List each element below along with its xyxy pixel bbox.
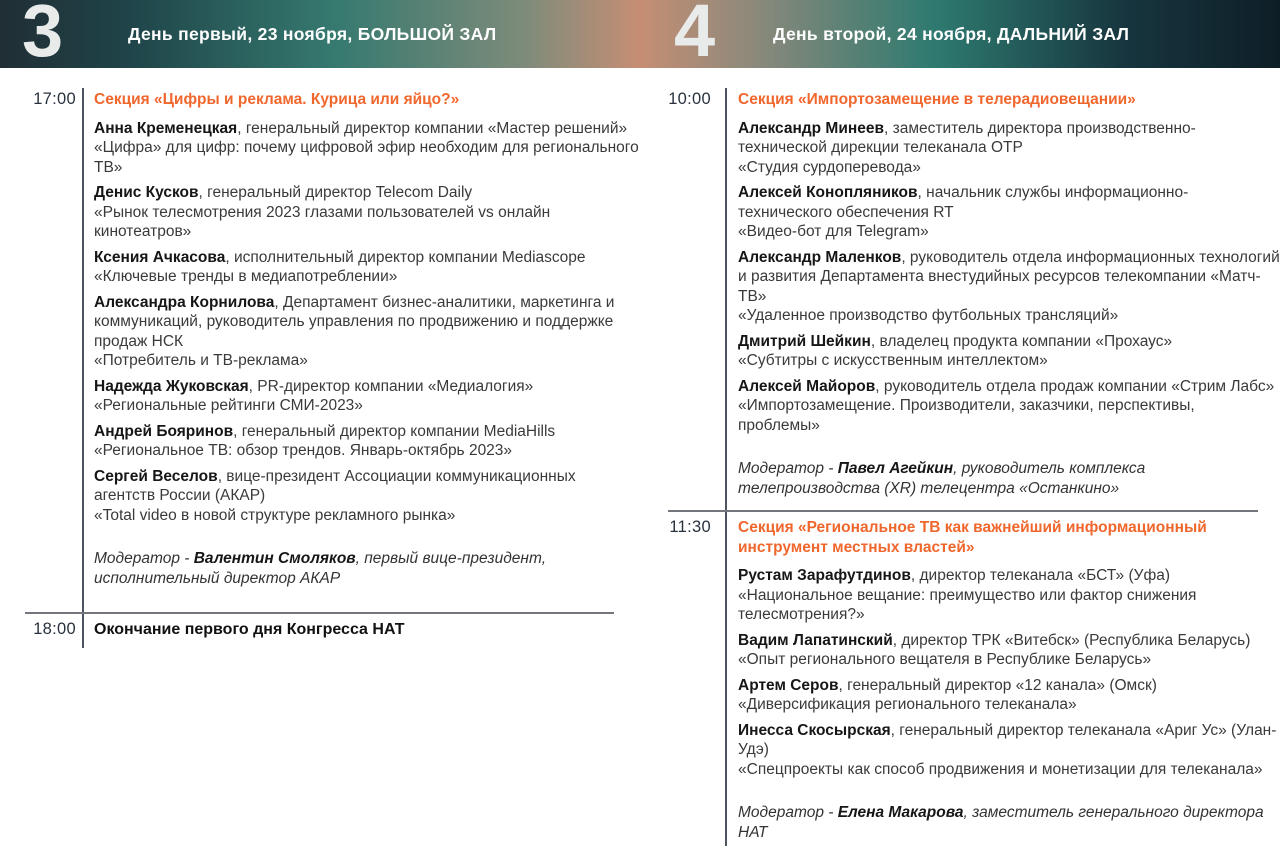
talk-title: «Total video в новой структуре рекламного рынка» xyxy=(94,506,456,524)
talk-title: «Рынок телесмотрения 2023 глазами пользователей vs онлайн кинотеатров» xyxy=(94,203,551,240)
program-header-band xyxy=(0,0,1280,72)
speaker-role: , заместитель директора производственно-технической дирекции телеканала ОТР xyxy=(738,119,1196,156)
moderator-line xyxy=(738,459,1280,498)
session-time: 18:00 xyxy=(33,620,76,638)
speaker-name: Анна Кременецкая xyxy=(94,119,238,137)
moderator-line xyxy=(738,803,1280,842)
talk-title: «Ключевые тренды в медиапотреблении» xyxy=(94,268,398,285)
speaker-name: Александра Корнилова xyxy=(94,293,275,311)
speaker-role: , генеральный директор Telecom Daily xyxy=(198,184,473,201)
speaker-role: , генеральный директор «12 канала» (Омск) xyxy=(838,676,1157,694)
talk-title: «Удаленное производство футбольных трансляций» xyxy=(738,307,1119,324)
talk-title: «Региональное ТВ: обзор трендов. Январь-октябрь 2023» xyxy=(94,442,513,459)
session-title: Секция «Импортозамещение в телерадиовещании» xyxy=(738,91,1136,108)
speaker-role: , генеральный директор компании MediaHills xyxy=(233,422,556,440)
speaker-role: , владелец продукта компании «Прохаус» xyxy=(870,332,1173,350)
speaker-name: Надежда Жуковская xyxy=(94,377,249,395)
speaker-entry xyxy=(94,183,640,242)
speaker-name: Инесса Скосырская xyxy=(738,721,891,739)
speaker-entry xyxy=(94,467,640,526)
day1-session-divider xyxy=(25,612,614,614)
moderator-name: Елена Макарова xyxy=(837,804,964,821)
session-time: 10:00 xyxy=(668,90,711,108)
talk-title: «Цифра» для цифр: почему цифровой эфир необходим для регионального ТВ» xyxy=(94,139,639,176)
speaker-role: , руководитель отдела информационных технологий и развития Департамента внестудийных ресурсов телекомпании «Матч-ТВ» xyxy=(738,248,1280,305)
speaker-role: , начальник службы информационно-технического обеспечения RT xyxy=(738,184,1189,221)
day2-session-divider xyxy=(668,510,1258,512)
speaker-entry xyxy=(94,293,640,371)
speaker-entry xyxy=(94,248,640,287)
speaker-entry xyxy=(94,119,640,178)
page-number-3: 3 xyxy=(22,0,62,72)
speaker-name: Сергей Веселов xyxy=(94,467,218,485)
speaker-name: Ксения Ачкасова xyxy=(94,248,226,266)
talk-title: «Видео-бот для Telegram» xyxy=(738,223,929,240)
speaker-role: , вице-президент Ассоциации коммуникационных агентств России (АКАР) xyxy=(94,467,576,504)
talk-title: «Региональные рейтинги СМИ-2023» xyxy=(94,397,363,414)
speaker-entry xyxy=(738,631,1280,670)
speaker-name: Александр Минеев xyxy=(738,119,884,137)
talk-title: «Опыт регионального вещателя в Республике Беларусь» xyxy=(738,651,1152,668)
speaker-name: Алексей Конопляников xyxy=(738,184,918,201)
speaker-entry xyxy=(94,377,640,416)
session-title: Секция «Цифры и реклама. Курица или яйцо?» xyxy=(94,91,460,108)
speaker-role: , Департамент бизнес-аналитики, маркетинга и коммуникаций, руководитель управления по продвижению и поддержке продаж НСК xyxy=(94,293,615,350)
moderator-name: Валентин Смоляков xyxy=(193,550,356,567)
speaker-role: , исполнительный директор компании Mediascope xyxy=(225,248,586,266)
speaker-entry xyxy=(738,119,1280,178)
talk-title: «Спецпроекты как способ продвижения и монетизации для телеканала» xyxy=(738,760,1263,778)
talk-title: «Диверсификация регионального телеканала» xyxy=(738,696,1077,713)
day1-session-1800 xyxy=(0,620,640,640)
speaker-role: , генеральный директор компании «Мастер решений» xyxy=(237,119,628,137)
moderator-prefix: Модератор - xyxy=(738,804,838,821)
speaker-entry xyxy=(738,566,1280,625)
talk-title: «Студия сурдоперевода» xyxy=(738,158,921,176)
moderator-line xyxy=(94,549,640,588)
speaker-entry xyxy=(738,248,1280,326)
day2-session-1000 xyxy=(640,90,1280,498)
speaker-role: , руководитель отдела продаж компании «Стрим Лабс» xyxy=(875,377,1275,395)
speaker-entry xyxy=(738,183,1280,242)
speaker-role: , PR-директор компании «Медиалогия» xyxy=(248,377,534,395)
session-title: Секция «Региональное ТВ как важнейший информационный инструмент местных властей» xyxy=(738,519,1207,556)
page-number-4: 4 xyxy=(674,0,714,72)
moderator-role: , заместитель генерального директора НАТ xyxy=(738,804,1264,841)
day2-header-title: День второй, 24 ноября, ДАЛЬНИЙ ЗАЛ xyxy=(773,24,1130,44)
speaker-entry xyxy=(738,377,1280,436)
speaker-name: Рустам Зарафутдинов xyxy=(738,567,911,584)
speaker-entry xyxy=(738,721,1280,780)
talk-title: «Импортозамещение. Производители, заказчики, перспективы, проблемы» xyxy=(738,397,1195,434)
speaker-role: , директор телеканала «БСТ» (Уфа) xyxy=(910,567,1171,584)
closing-note: Окончание первого дня Конгресса НАТ xyxy=(94,621,405,638)
talk-title: «Национальное вещание: преимущество или фактор снижения телесмотрения?» xyxy=(738,586,1197,623)
speaker-name: Александр Маленков xyxy=(738,248,902,266)
speaker-name: Андрей Бояринов xyxy=(94,422,234,440)
moderator-role: , первый вице-президент, исполнительный директор АКАР xyxy=(94,550,547,587)
moderator-name: Павел Агейкин xyxy=(837,460,954,477)
day2-session-1130 xyxy=(640,518,1280,842)
speaker-entry xyxy=(94,422,640,461)
speaker-name: Вадим Лапатинский xyxy=(738,631,893,649)
speaker-name: Алексей Майоров xyxy=(738,377,876,395)
day1-header-title: День первый, 23 ноября, БОЛЬШОЙ ЗАЛ xyxy=(128,24,497,44)
speaker-role: , генеральный директор телеканала «Ариг Ус» (Улан-Удэ) xyxy=(738,721,1277,758)
moderator-role: , руководитель комплекса телепроизводства (XR) телецентра «Останкино» xyxy=(738,460,1146,497)
speaker-role: , директор ТРК «Витебск» (Республика Беларусь) xyxy=(892,631,1251,649)
day1-session-1700 xyxy=(0,90,640,588)
speaker-name: Денис Кусков xyxy=(94,184,199,201)
session-time: 11:30 xyxy=(669,518,711,536)
talk-title: «Субтитры с искусственным интеллектом» xyxy=(738,352,1048,369)
moderator-prefix: Модератор - xyxy=(738,460,838,477)
speaker-name: Дмитрий Шейкин xyxy=(738,332,871,350)
talk-title: «Потребитель и ТВ-реклама» xyxy=(94,352,308,369)
moderator-prefix: Модератор - xyxy=(94,550,194,567)
speaker-entry xyxy=(738,676,1280,715)
session-time: 17:00 xyxy=(33,90,76,108)
speaker-name: Артем Серов xyxy=(738,676,839,694)
speaker-entry xyxy=(738,332,1280,371)
